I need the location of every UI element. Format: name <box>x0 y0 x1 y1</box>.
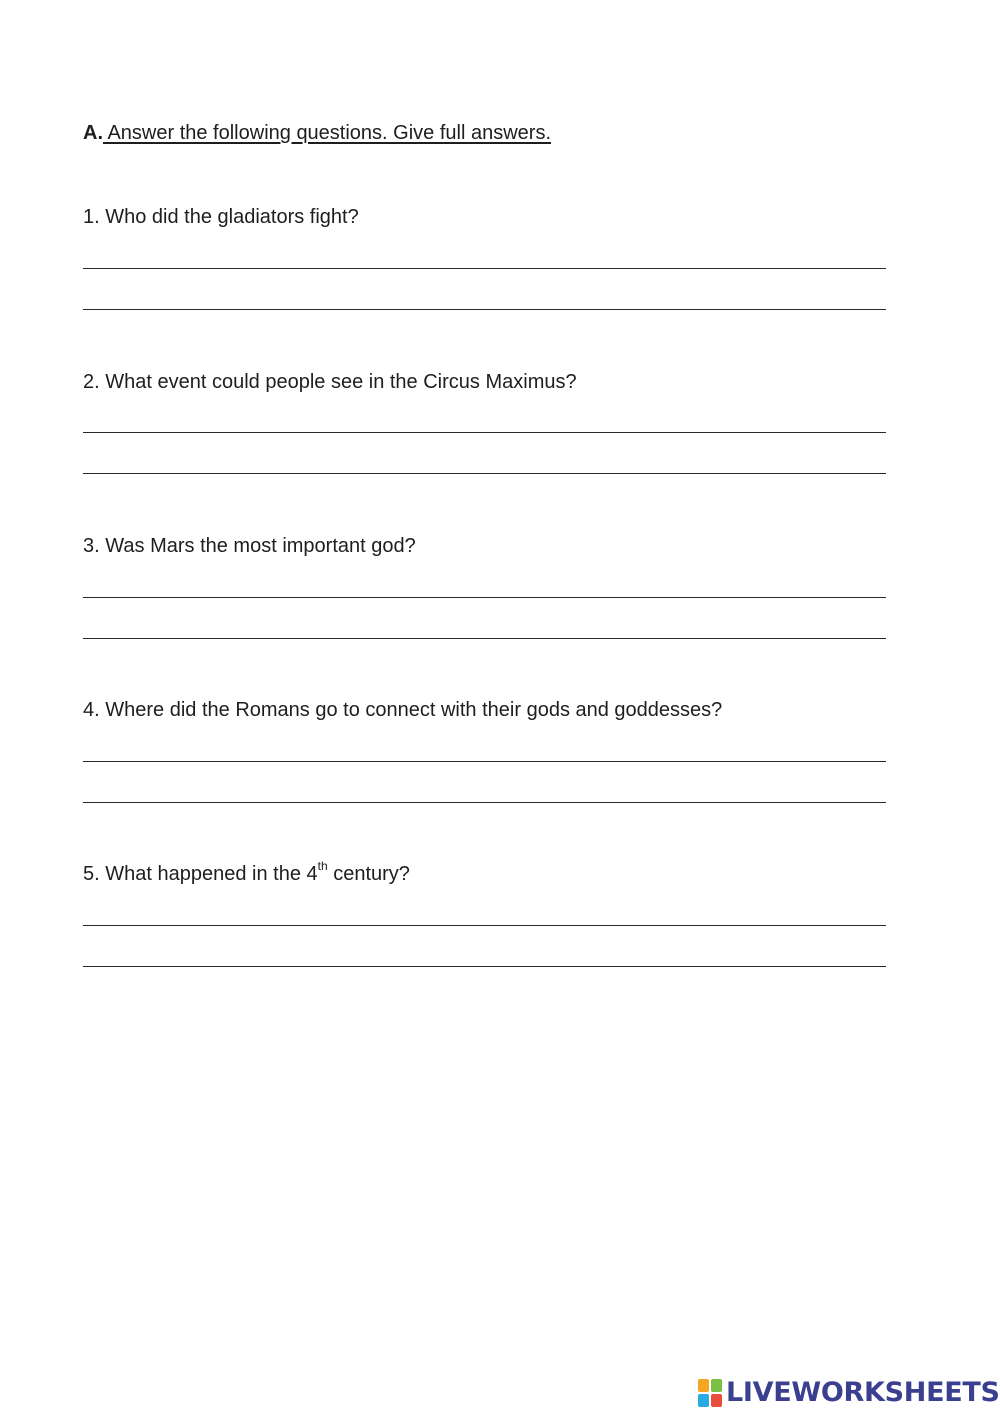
question-text-before: What happened in the 4 <box>105 863 318 885</box>
brand-name: LIVEWORKSHEETS <box>726 1377 1000 1408</box>
answer-line-4a[interactable] <box>83 761 886 762</box>
logo-square-2 <box>711 1379 722 1392</box>
answer-line-3b[interactable] <box>83 638 886 639</box>
section-label: A. <box>83 122 103 144</box>
question-number: 3. <box>83 535 100 557</box>
question-text: Who did the gladiators fight? <box>105 206 359 228</box>
answer-line-5a[interactable] <box>83 925 886 926</box>
liveworksheets-brand <box>698 1378 1000 1408</box>
answer-line-2a[interactable] <box>83 432 886 433</box>
liveworksheets-logo-icon <box>698 1379 722 1407</box>
question-2 <box>83 369 577 395</box>
instruction-text: Answer the following questions. Give full answers. <box>103 122 551 144</box>
question-text: Was Mars the most important god? <box>105 535 416 557</box>
answer-line-4b[interactable] <box>83 802 886 803</box>
answer-line-3a[interactable] <box>83 597 886 598</box>
question-number: 5. <box>83 863 100 885</box>
question-5 <box>83 861 410 887</box>
question-number: 2. <box>83 371 100 393</box>
question-text: What event could people see in the Circus Maximus? <box>105 371 577 393</box>
logo-square-1 <box>698 1379 709 1392</box>
logo-square-3 <box>698 1394 709 1407</box>
answer-line-5b[interactable] <box>83 966 886 967</box>
question-3 <box>83 533 416 559</box>
logo-square-4 <box>711 1394 722 1407</box>
question-number: 1. <box>83 206 100 228</box>
ordinal-superscript: th <box>317 859 328 874</box>
question-text-after: century? <box>327 863 410 885</box>
instruction-heading <box>83 120 551 146</box>
question-4 <box>83 697 722 723</box>
question-number: 4. <box>83 699 100 721</box>
question-1 <box>83 204 359 230</box>
answer-line-1a[interactable] <box>83 268 886 269</box>
question-text: Where did the Romans go to connect with their gods and goddesses? <box>105 699 723 721</box>
answer-line-2b[interactable] <box>83 473 886 474</box>
answer-line-1b[interactable] <box>83 309 886 310</box>
